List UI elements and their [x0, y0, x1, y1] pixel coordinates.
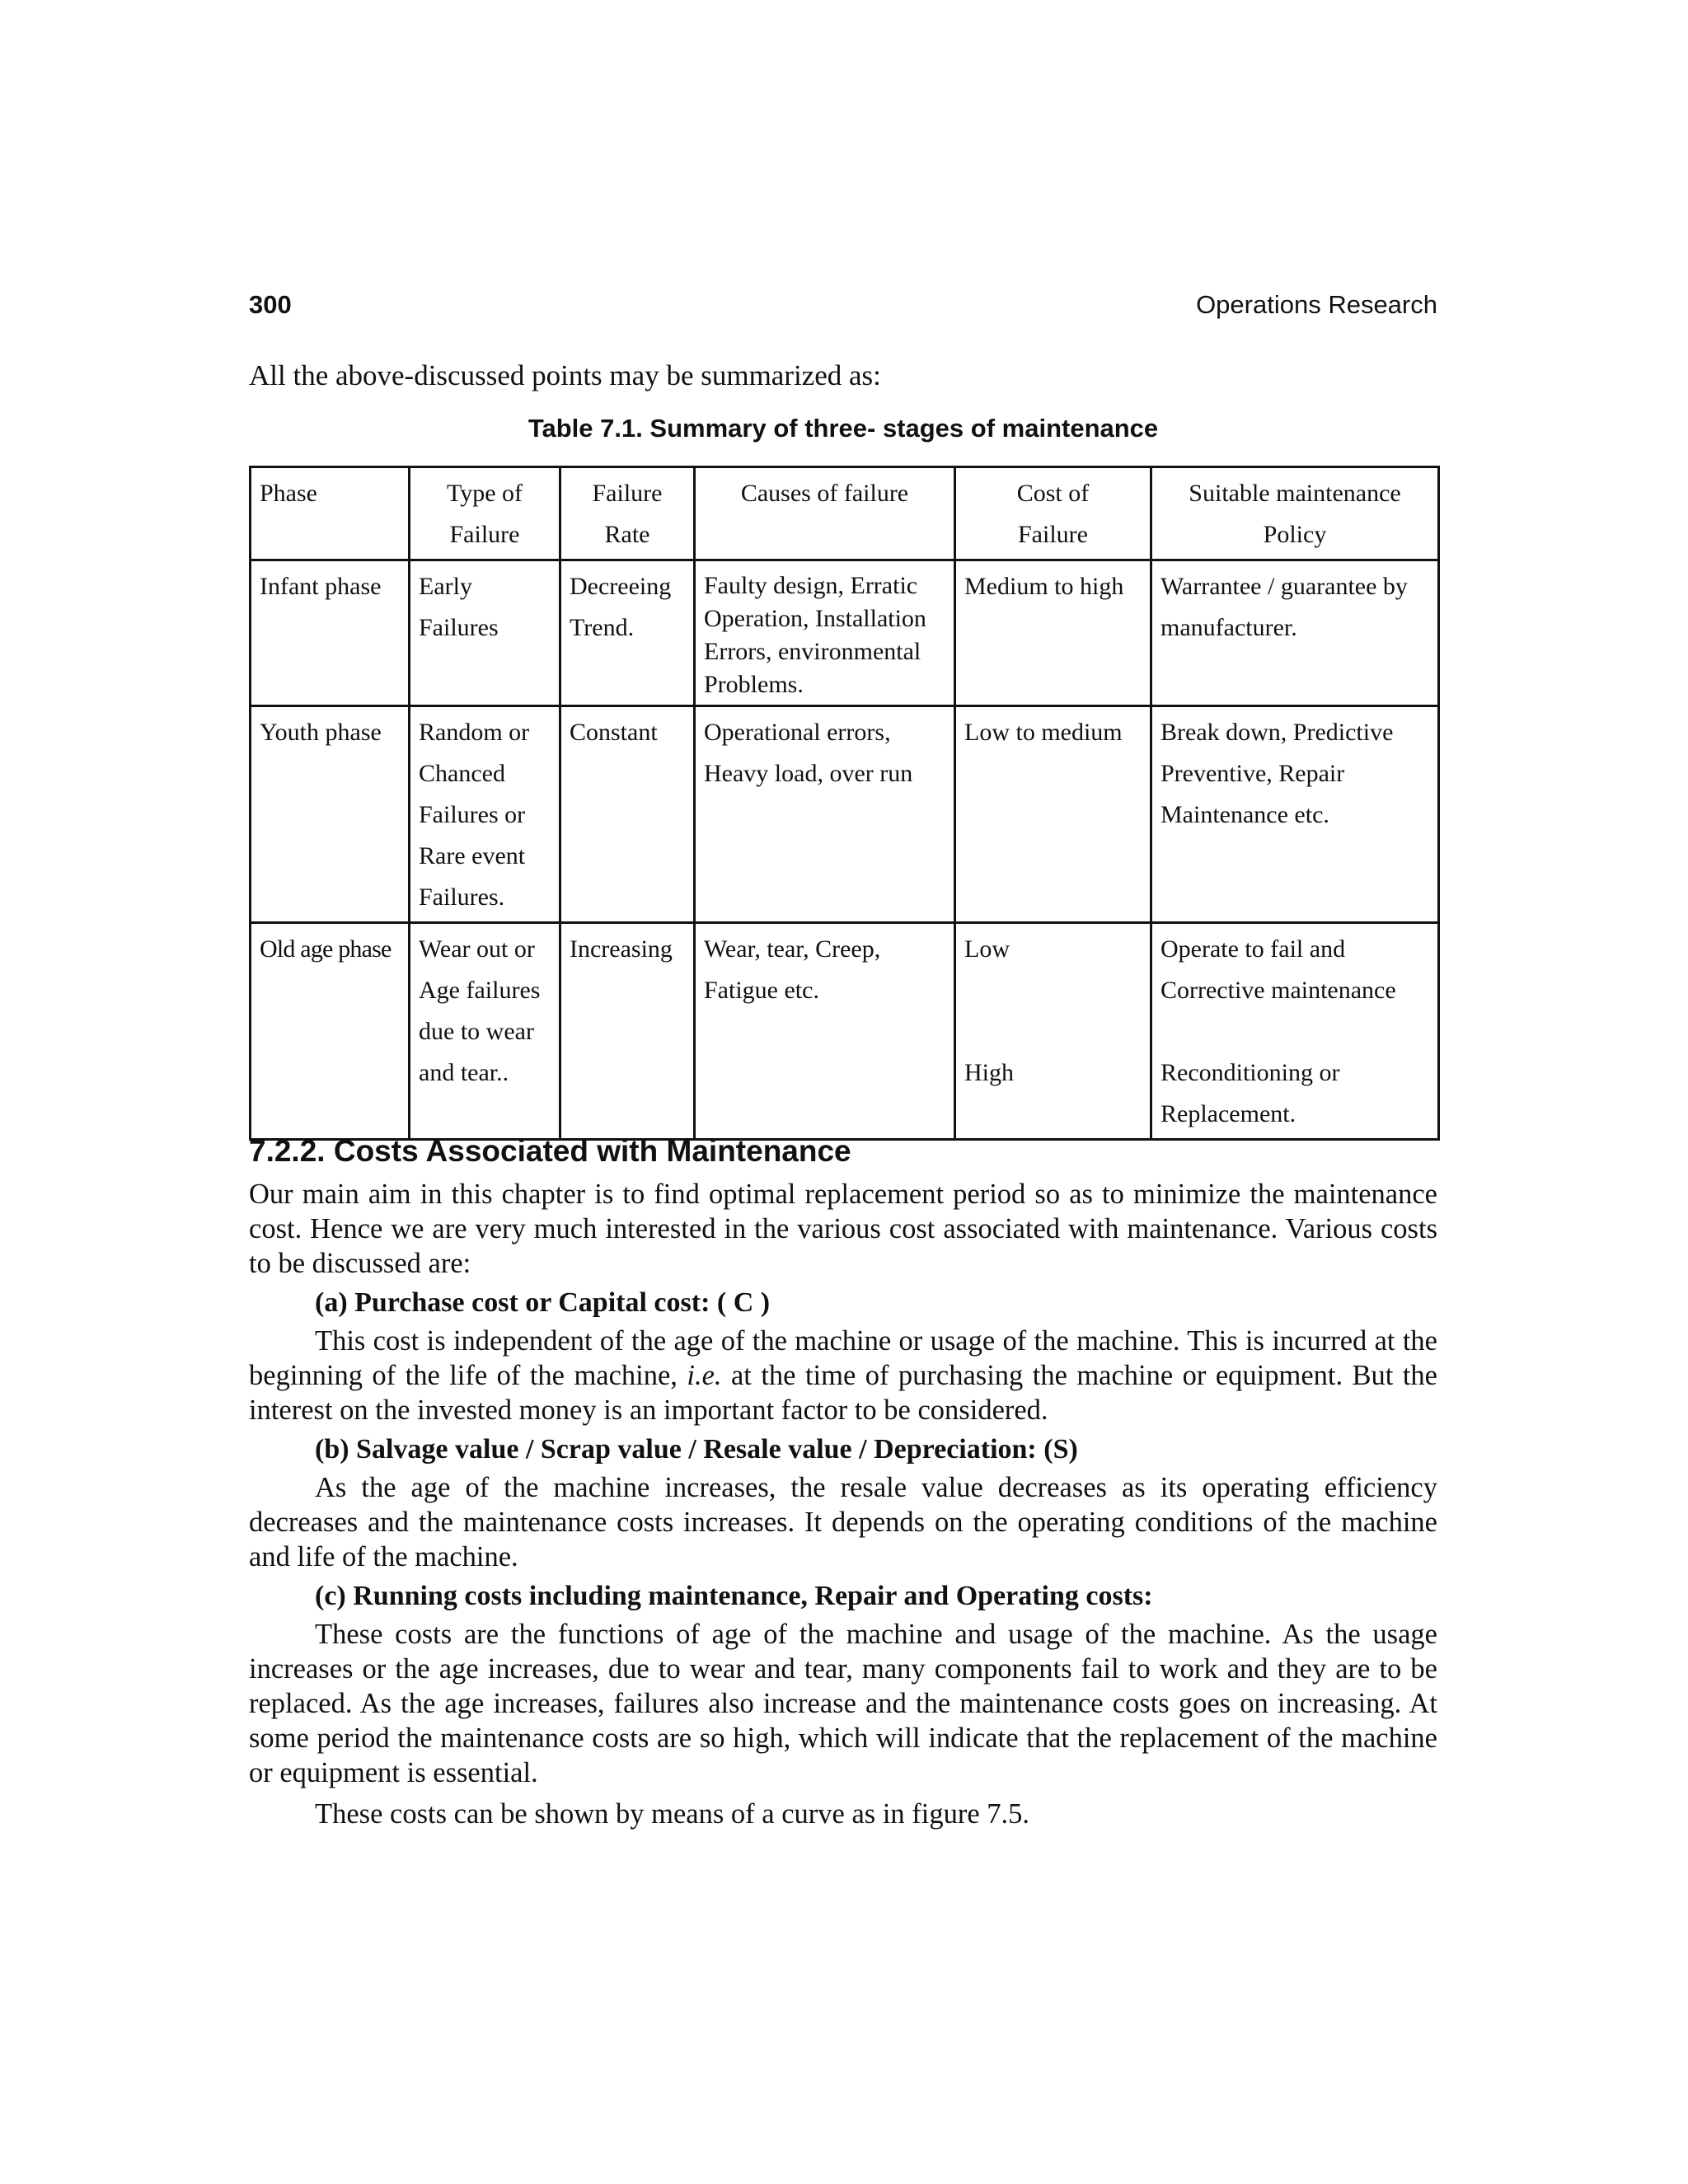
section-title: 7.2.2. Costs Associated with Maintenance — [249, 1134, 851, 1168]
paragraph-text: This cost is independent of the age of the machine or usage of the machine. This is incurred at the beginning of the life of the machine, — [249, 1325, 1437, 1391]
table-cell: Youth phase — [251, 706, 410, 923]
section-intro-paragraph: Our main aim in this chapter is to find optimal replacement period so as to minimize the maintenance cost. Hence we are very much interested in the various cost associated with maintenance. Various costs to be discussed are: — [249, 1179, 1437, 1279]
table-caption: Table 7.1. Summary of three- stages of maintenance — [528, 414, 1159, 443]
paragraph-running-costs: These costs are the functions of age of the machine and usage of the machine. As the usage increases or the age increases, due to wear and tear, many components fail to work and they are to be replaced. As the age increases, failures also increase and the maintenance costs goes on increasing. At some period the maintenance costs are so high, which will indicate that the replacement of the machine or equipment is essential. — [249, 1619, 1437, 1788]
table-cell: Increasing — [560, 923, 695, 1140]
header-cell-causes: Causes of failure — [695, 467, 955, 560]
page-header — [249, 290, 1437, 326]
table-cell: Decreeing Trend. — [560, 560, 695, 706]
table-cell: Low to medium — [955, 706, 1151, 923]
paragraph-salvage-value: As the age of the machine increases, the resale value decreases as its operating efficiency decreases and the maintenance costs increases. It depends on the operating conditions of the machine and life of the machine. — [249, 1472, 1437, 1572]
table-cell: Operational errors, Heavy load, over run — [695, 706, 955, 923]
table-cell: Low High — [955, 923, 1151, 1140]
intro-text: All the above-discussed points may be summarized as: — [249, 359, 881, 391]
table-row — [251, 560, 1439, 706]
table-cell: Wear, tear, Creep, Fatigue etc. — [695, 923, 955, 1140]
table-cell: Warrantee / guarantee by manufacturer. — [1151, 560, 1439, 706]
subheading-purchase-cost: (a) Purchase cost or Capital cost: ( C ) — [315, 1287, 771, 1318]
header-cell-policy: Suitable maintenance Policy — [1151, 467, 1439, 560]
header-cell-failure-rate: Failure Rate — [560, 467, 695, 560]
header-cell-phase: Phase — [251, 467, 410, 560]
table-row — [251, 706, 1439, 923]
table-cell: Early Failures — [410, 560, 560, 706]
table-header-row — [251, 467, 1439, 560]
maintenance-summary-table — [249, 466, 1440, 1141]
closing-paragraph: These costs can be shown by means of a curve as in figure 7.5. — [315, 1798, 1030, 1830]
table-cell: Faulty design, Erratic Operation, Installation Errors, environmental Problems. — [695, 560, 955, 706]
table-cell: Old age phase — [251, 923, 410, 1140]
table-cell: Wear out or Age failures due to wear and tear.. — [410, 923, 560, 1140]
table-row — [251, 923, 1439, 1140]
table-cell: Infant phase — [251, 560, 410, 706]
table-cell: Operate to fail and Corrective maintenance Reconditioning or Replacement. — [1151, 923, 1439, 1140]
subheading-running-costs: (c) Running costs including maintenance, Repair and Operating costs: — [315, 1581, 1153, 1611]
paragraph-text: at the time of purchasing the machine or equipment. But the interest on the invested money is an important factor to be considered. — [249, 1360, 1437, 1426]
table-cell: Random or Chanced Failures or Rare event Failures. — [410, 706, 560, 923]
table-cell: Medium to high — [955, 560, 1151, 706]
header-cell-cost: Cost of Failure — [955, 467, 1151, 560]
paragraph-purchase-cost — [249, 1324, 1437, 1427]
subheading-salvage-value: (b) Salvage value / Scrap value / Resale value / Depreciation: (S) — [315, 1434, 1078, 1465]
table-cell: Constant — [560, 706, 695, 923]
header-cell-type-of-failure: Type of Failure — [410, 467, 560, 560]
paragraph-text-italic: i.e. — [687, 1360, 722, 1391]
running-title: Operations Research — [1196, 290, 1437, 319]
table-cell: Break down, Predictive Preventive, Repair Maintenance etc. — [1151, 706, 1439, 923]
page-number: 300 — [249, 290, 292, 319]
